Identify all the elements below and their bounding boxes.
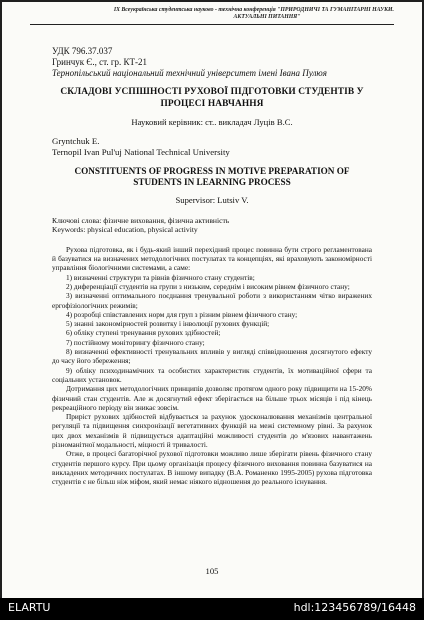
list-item: 1) визначенні структури та рівнів фізичного стану студентів; bbox=[66, 272, 255, 282]
ua-supervisor: Науковий керівник: ст.. викладач Луців В.С. bbox=[131, 117, 293, 127]
list-item: 8) визначенні ефективності тренувальних впливів у вигляді співвідношення досягнутого ефекту до часу його збереження; bbox=[52, 347, 372, 366]
en-title: CONSTITUENTS OF PROGRESS IN MOTIVE PREPARATION OF STUDENTS IN LEARNING PROCESS bbox=[74, 166, 350, 187]
paragraph: Отже, в процесі багаторічної рухової підготовки можливо лише зберігати рівень фізичного стану студентів першого курсу. При цьому організація процесу фізичного виховання повинна базуватися на викладених методичних постулатах. В іншому випадку (В.А. Романенко 1995-2005) рухова підготовка студентів є не більш ніж міфом, який немає ніякого відношення до реального існування. bbox=[52, 449, 372, 487]
ua-affiliation: Тернопільський національний технічний університет імені Івана Пулюя bbox=[52, 68, 327, 78]
repository-name: ELARTU bbox=[8, 601, 51, 614]
en-author: Gryntchuk E. bbox=[52, 136, 100, 146]
document-page bbox=[2, 2, 422, 598]
handle-id: hdl:123456789/16448 bbox=[293, 601, 416, 614]
ua-meta bbox=[52, 46, 372, 79]
header-rule bbox=[30, 24, 394, 25]
ua-author: Гринчук Є., ст. гр. КТ-21 bbox=[52, 57, 148, 67]
article-text bbox=[52, 245, 372, 487]
paragraph: Рухова підготовка, як і будь-який інший перехідний процес повинна бути строго регламентована й базуватися на визначених методологічних постулатах та концепціях, які враховують закономірності управління біологічними системами, а саме: bbox=[52, 244, 372, 273]
list-item: 9) обліку психодинамічних та особистих характеристик студентів, їх мотиваційної сфери та соціальних установок. bbox=[52, 365, 372, 384]
en-supervisor: Supervisor: Lutsiv V. bbox=[175, 195, 249, 205]
paragraph: Приріст рухових здібностей відбувається за рахунок удосконалювання механізмів центральної регуляції та підвищення синхронізації вегетативних функцій на межі системному рівні. За рахунок цих двох механізмів й підвищується адаптаційні можливості студентів до м'язових навантажень різноманітної модальності, міцності й тривалості. bbox=[52, 412, 372, 450]
list-item: 3) визначенні оптимального поєднання тренувальної роботи з використанням чітко виражених ергофізіологічних режимів; bbox=[52, 291, 372, 310]
list-item: 5) знанні закономірностей розвитку і інволюції рухових функцій; bbox=[66, 319, 270, 329]
keywords-en: Keywords: physical education, physical activity bbox=[52, 225, 198, 235]
viewer-footer-bar bbox=[0, 598, 424, 620]
list-item: 7) постійному моніторингу фізичного стану; bbox=[66, 337, 205, 347]
running-header-line2: АКТУАЛЬНІ ПИТАННЯ" bbox=[233, 14, 301, 20]
en-affiliation: Ternopil Ivan Pul'uj National Technical University bbox=[52, 147, 230, 157]
udc-code: УДК 796.37.037 bbox=[52, 46, 113, 56]
ua-title: СКЛАДОВІ УСПІШНОСТІ РУХОВОЇ ПІДГОТОВКИ СТУДЕНТІВ У ПРОЦЕСІ НАВЧАННЯ bbox=[60, 87, 364, 109]
running-header bbox=[30, 7, 394, 21]
list-item: 6) обліку ступені тренування рухових здібностей; bbox=[66, 328, 221, 338]
keywords bbox=[52, 216, 372, 235]
en-meta bbox=[52, 136, 372, 158]
list-item: 2) диференціації студентів на групи з низьким, середнім і високим рівнем фізичного стану; bbox=[66, 282, 350, 291]
keywords-ua: Ключові слова: фізичне виховання, фізична активність bbox=[52, 216, 230, 225]
article-body bbox=[52, 46, 372, 487]
page-number: 105 bbox=[205, 566, 219, 576]
paragraph: Дотримання цих методологічних принципів дозволяє протягом одного року підвищити на 15-20% фізичний стан студентів. Але ж досягнутий ефект зберігається на більше трьох місяців і під кінець рекреаційного періоду він зникає зовсім. bbox=[52, 384, 372, 412]
running-header-line1: IX Всеукраїнська студентська науково - технічна конференція "ПРИРОДНИЧІ ТА ГУМАНІТАРНІ НАУКИ. bbox=[113, 7, 394, 13]
list-item: 4) розробці співставлених норм для груп з різним рівнем фізичного стану; bbox=[66, 309, 298, 319]
